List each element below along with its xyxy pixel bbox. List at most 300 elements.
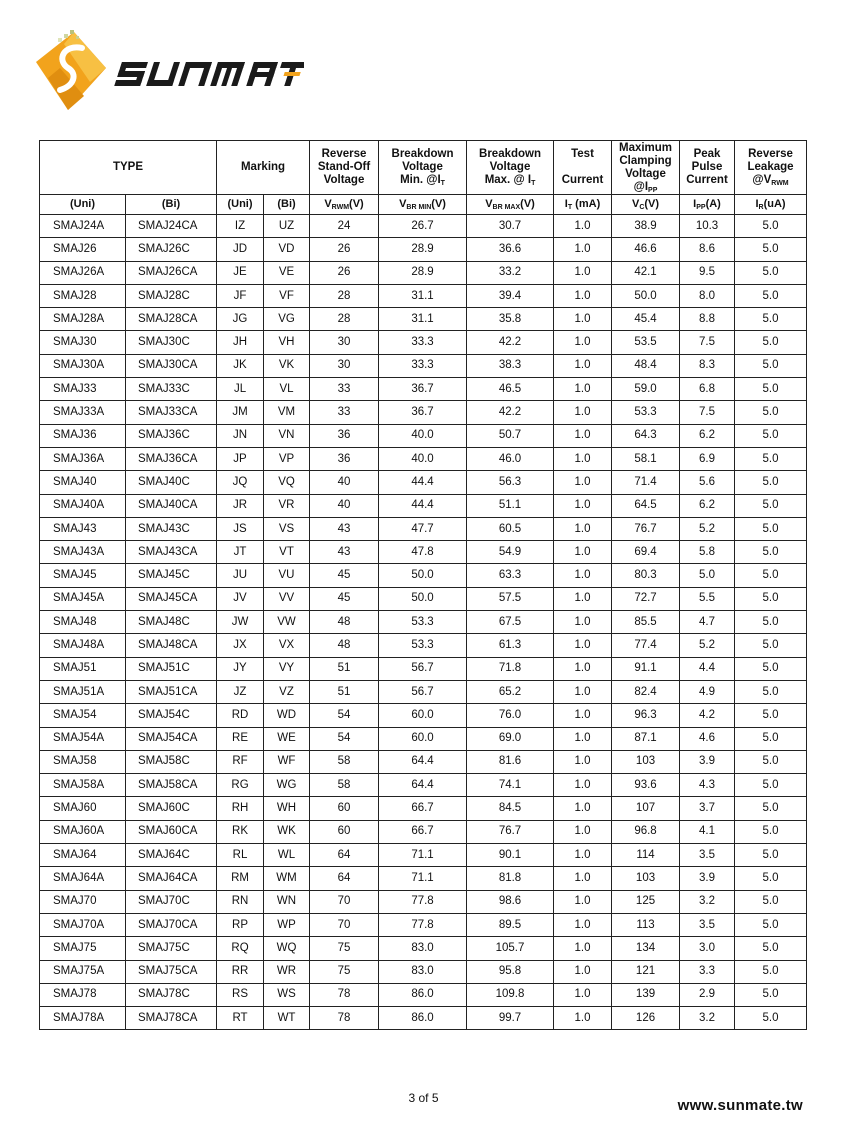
vrwm-cell: 30 bbox=[310, 354, 379, 377]
marking-bi-cell: VU bbox=[264, 564, 310, 587]
ipp-cell: 6.2 bbox=[680, 424, 735, 447]
uni-part-cell: SMAJ24A bbox=[40, 215, 126, 238]
uni-part-cell: SMAJ36 bbox=[40, 424, 126, 447]
table-row bbox=[40, 913, 807, 936]
table-row bbox=[40, 238, 807, 261]
it-cell: 1.0 bbox=[554, 587, 612, 610]
marking-bi-cell: VM bbox=[264, 401, 310, 424]
bi-part-cell: SMAJ54C bbox=[126, 704, 217, 727]
marking-uni-cell: JY bbox=[217, 657, 264, 680]
vbr-max-cell: 95.8 bbox=[467, 960, 554, 983]
table-row bbox=[40, 401, 807, 424]
breakdown-min-header: Breakdown Voltage Min. $@I_T$ bbox=[379, 141, 467, 195]
it-cell: 1.0 bbox=[554, 774, 612, 797]
vbr-max-cell: 99.7 bbox=[467, 1007, 554, 1030]
vc-cell: 96.3 bbox=[612, 704, 680, 727]
vbr-max-cell: 65.2 bbox=[467, 680, 554, 703]
marking-bi-cell: VN bbox=[264, 424, 310, 447]
bi-part-cell: SMAJ58C bbox=[126, 750, 217, 773]
vbr-min-cell: 33.3 bbox=[379, 354, 467, 377]
vrwm-cell: 28 bbox=[310, 308, 379, 331]
marking-header: Marking bbox=[217, 141, 310, 195]
table-row bbox=[40, 937, 807, 960]
ir-cell: 5.0 bbox=[735, 471, 807, 494]
marking-uni-cell: JK bbox=[217, 354, 264, 377]
uni-part-cell: SMAJ36A bbox=[40, 447, 126, 470]
vbr-min-cell: 71.1 bbox=[379, 867, 467, 890]
marking-uni-cell: JP bbox=[217, 447, 264, 470]
ir-cell: 5.0 bbox=[735, 704, 807, 727]
vc-cell: 93.6 bbox=[612, 774, 680, 797]
marking-uni-cell: JM bbox=[217, 401, 264, 424]
ir-cell: 5.0 bbox=[735, 960, 807, 983]
vbr-max-cell: 35.8 bbox=[467, 308, 554, 331]
vbr-min-cell: 66.7 bbox=[379, 820, 467, 843]
table-row bbox=[40, 774, 807, 797]
bi-part-cell: SMAJ60C bbox=[126, 797, 217, 820]
ipp-cell: 3.0 bbox=[680, 937, 735, 960]
ipp-cell: 5.2 bbox=[680, 634, 735, 657]
vbr-max-cell: 39.4 bbox=[467, 284, 554, 307]
table-row bbox=[40, 820, 807, 843]
vrwm-cell: 51 bbox=[310, 657, 379, 680]
it-cell: 1.0 bbox=[554, 354, 612, 377]
vrwm-cell: 54 bbox=[310, 727, 379, 750]
vbr-max-cell: 63.3 bbox=[467, 564, 554, 587]
vc-cell: 96.8 bbox=[612, 820, 680, 843]
vc-cell: 64.3 bbox=[612, 424, 680, 447]
table-row bbox=[40, 424, 807, 447]
bi-part-cell: SMAJ45C bbox=[126, 564, 217, 587]
ipp-cell: 5.2 bbox=[680, 517, 735, 540]
vc-cell: 53.3 bbox=[612, 401, 680, 424]
table-row bbox=[40, 447, 807, 470]
uni-part-cell: SMAJ51A bbox=[40, 680, 126, 703]
vbr-min-cell: 36.7 bbox=[379, 401, 467, 424]
it-cell: 1.0 bbox=[554, 238, 612, 261]
bi-part-cell: SMAJ36CA bbox=[126, 447, 217, 470]
vrwm-cell: 36 bbox=[310, 424, 379, 447]
vbr-max-cell: 57.5 bbox=[467, 587, 554, 610]
it-cell: 1.0 bbox=[554, 890, 612, 913]
it-cell: 1.0 bbox=[554, 284, 612, 307]
marking-uni-cell: RD bbox=[217, 704, 264, 727]
uni-part-cell: SMAJ75 bbox=[40, 937, 126, 960]
bi-part-cell: SMAJ36C bbox=[126, 424, 217, 447]
vc-cell: 107 bbox=[612, 797, 680, 820]
uni-part-cell: SMAJ48 bbox=[40, 611, 126, 634]
vbr-min-cell: 36.7 bbox=[379, 378, 467, 401]
uni-part-cell: SMAJ40 bbox=[40, 471, 126, 494]
marking-bi-cell: VV bbox=[264, 587, 310, 610]
vbr-min-cell: 86.0 bbox=[379, 1007, 467, 1030]
test-current-header: Test Current bbox=[554, 141, 612, 195]
uni-part-cell: SMAJ40A bbox=[40, 494, 126, 517]
vrwm-cell: 40 bbox=[310, 471, 379, 494]
ir-cell: 5.0 bbox=[735, 447, 807, 470]
table-row bbox=[40, 541, 807, 564]
marking-uni-cell: JL bbox=[217, 378, 264, 401]
vbr-max-cell: 61.3 bbox=[467, 634, 554, 657]
ir-cell: 5.0 bbox=[735, 564, 807, 587]
vc-cell: 58.1 bbox=[612, 447, 680, 470]
vbr-max-cell: 33.2 bbox=[467, 261, 554, 284]
it-cell: 1.0 bbox=[554, 727, 612, 750]
bi-part-cell: SMAJ64C bbox=[126, 844, 217, 867]
bi-part-cell: SMAJ58CA bbox=[126, 774, 217, 797]
uni-part-cell: SMAJ26 bbox=[40, 238, 126, 261]
marking-bi-cell: VR bbox=[264, 494, 310, 517]
bi-part-cell: SMAJ48C bbox=[126, 611, 217, 634]
bi-part-cell: SMAJ43CA bbox=[126, 541, 217, 564]
vrwm-cell: 60 bbox=[310, 797, 379, 820]
vbr-max-cell: 36.6 bbox=[467, 238, 554, 261]
marking-uni-cell: JN bbox=[217, 424, 264, 447]
ir-cell: 5.0 bbox=[735, 261, 807, 284]
vbr-max-cell: 98.6 bbox=[467, 890, 554, 913]
table-row bbox=[40, 983, 807, 1006]
vbr-min-cell: 50.0 bbox=[379, 587, 467, 610]
ipp-cell: 5.6 bbox=[680, 471, 735, 494]
it-cell: 1.0 bbox=[554, 867, 612, 890]
ir-cell: 5.0 bbox=[735, 424, 807, 447]
vrwm-subheader: $V_{RWM}(V)$ bbox=[310, 195, 379, 215]
uni-part-cell: SMAJ30A bbox=[40, 354, 126, 377]
vbr-max-cell: 60.5 bbox=[467, 517, 554, 540]
uni-part-cell: SMAJ30 bbox=[40, 331, 126, 354]
vbr-max-cell: 81.8 bbox=[467, 867, 554, 890]
ir-cell: 5.0 bbox=[735, 378, 807, 401]
vrwm-cell: 60 bbox=[310, 820, 379, 843]
vbr-max-cell: 51.1 bbox=[467, 494, 554, 517]
vc-cell: 80.3 bbox=[612, 564, 680, 587]
marking-bi-cell: VP bbox=[264, 447, 310, 470]
vrwm-cell: 75 bbox=[310, 960, 379, 983]
ipp-cell: 4.1 bbox=[680, 820, 735, 843]
vrwm-cell: 43 bbox=[310, 541, 379, 564]
ir-cell: 5.0 bbox=[735, 657, 807, 680]
it-cell: 1.0 bbox=[554, 1007, 612, 1030]
ipp-cell: 8.3 bbox=[680, 354, 735, 377]
vc-subheader: $V_C(V)$ bbox=[612, 195, 680, 215]
vc-cell: 76.7 bbox=[612, 517, 680, 540]
marking-bi-cell: VL bbox=[264, 378, 310, 401]
vrwm-cell: 24 bbox=[310, 215, 379, 238]
website-url: www.sunmate.tw bbox=[677, 1097, 803, 1114]
it-cell: 1.0 bbox=[554, 215, 612, 238]
marking-uni-cell: RN bbox=[217, 890, 264, 913]
ir-cell: 5.0 bbox=[735, 215, 807, 238]
it-cell: 1.0 bbox=[554, 494, 612, 517]
vrwm-cell: 51 bbox=[310, 680, 379, 703]
table-row bbox=[40, 727, 807, 750]
bi-part-cell: SMAJ33CA bbox=[126, 401, 217, 424]
vc-cell: 113 bbox=[612, 913, 680, 936]
bi-part-cell: SMAJ51CA bbox=[126, 680, 217, 703]
vbr-max-cell: 54.9 bbox=[467, 541, 554, 564]
marking-bi-cell: UZ bbox=[264, 215, 310, 238]
ir-cell: 5.0 bbox=[735, 797, 807, 820]
vbr-min-cell: 77.8 bbox=[379, 913, 467, 936]
ir-cell: 5.0 bbox=[735, 1007, 807, 1030]
uni-part-cell: SMAJ51 bbox=[40, 657, 126, 680]
vbr-min-cell: 47.7 bbox=[379, 517, 467, 540]
vc-cell: 134 bbox=[612, 937, 680, 960]
bi-part-cell: SMAJ70CA bbox=[126, 913, 217, 936]
marking-bi-cell: WE bbox=[264, 727, 310, 750]
ir-cell: 5.0 bbox=[735, 354, 807, 377]
vrwm-cell: 54 bbox=[310, 704, 379, 727]
uni-part-cell: SMAJ54 bbox=[40, 704, 126, 727]
uni-subheader: (Uni) bbox=[40, 195, 126, 215]
vc-cell: 82.4 bbox=[612, 680, 680, 703]
vbr-max-cell: 38.3 bbox=[467, 354, 554, 377]
uni-part-cell: SMAJ45 bbox=[40, 564, 126, 587]
vrwm-cell: 43 bbox=[310, 517, 379, 540]
uni-part-cell: SMAJ60 bbox=[40, 797, 126, 820]
marking-bi-subheader: (Bi) bbox=[264, 195, 310, 215]
marking-bi-cell: WS bbox=[264, 983, 310, 1006]
vrwm-cell: 26 bbox=[310, 238, 379, 261]
marking-bi-cell: VX bbox=[264, 634, 310, 657]
marking-bi-cell: WF bbox=[264, 750, 310, 773]
it-cell: 1.0 bbox=[554, 471, 612, 494]
marking-uni-cell: RP bbox=[217, 913, 264, 936]
bi-part-cell: SMAJ40CA bbox=[126, 494, 217, 517]
vbr-max-cell: 50.7 bbox=[467, 424, 554, 447]
marking-uni-cell: JZ bbox=[217, 680, 264, 703]
table-row bbox=[40, 284, 807, 307]
marking-uni-cell: JS bbox=[217, 517, 264, 540]
vc-cell: 103 bbox=[612, 750, 680, 773]
marking-uni-cell: RF bbox=[217, 750, 264, 773]
ipp-cell: 4.4 bbox=[680, 657, 735, 680]
ir-cell: 5.0 bbox=[735, 284, 807, 307]
ir-cell: 5.0 bbox=[735, 844, 807, 867]
vrwm-cell: 78 bbox=[310, 1007, 379, 1030]
vbr-min-cell: 50.0 bbox=[379, 564, 467, 587]
vc-cell: 139 bbox=[612, 983, 680, 1006]
bi-part-cell: SMAJ75C bbox=[126, 937, 217, 960]
vbr-max-cell: 76.7 bbox=[467, 820, 554, 843]
ipp-cell: 2.9 bbox=[680, 983, 735, 1006]
vbr-max-subheader: $V_{BR MAX}(V)$ bbox=[467, 195, 554, 215]
uni-part-cell: SMAJ45A bbox=[40, 587, 126, 610]
it-cell: 1.0 bbox=[554, 401, 612, 424]
ipp-cell: 8.0 bbox=[680, 284, 735, 307]
vbr-max-cell: 56.3 bbox=[467, 471, 554, 494]
marking-bi-cell: WH bbox=[264, 797, 310, 820]
marking-bi-cell: WP bbox=[264, 913, 310, 936]
vrwm-cell: 48 bbox=[310, 611, 379, 634]
uni-part-cell: SMAJ58A bbox=[40, 774, 126, 797]
marking-uni-cell: RQ bbox=[217, 937, 264, 960]
ir-cell: 5.0 bbox=[735, 820, 807, 843]
ir-cell: 5.0 bbox=[735, 634, 807, 657]
reverse-standoff-header: Reverse Stand-Off Voltage bbox=[310, 141, 379, 195]
bi-part-cell: SMAJ60CA bbox=[126, 820, 217, 843]
bi-part-cell: SMAJ54CA bbox=[126, 727, 217, 750]
vc-cell: 121 bbox=[612, 960, 680, 983]
page-number: 3 of 5 bbox=[408, 1091, 439, 1105]
marking-bi-cell: VS bbox=[264, 517, 310, 540]
table-row bbox=[40, 564, 807, 587]
vrwm-cell: 40 bbox=[310, 494, 379, 517]
uni-part-cell: SMAJ70A bbox=[40, 913, 126, 936]
it-cell: 1.0 bbox=[554, 424, 612, 447]
bi-part-cell: SMAJ28C bbox=[126, 284, 217, 307]
it-cell: 1.0 bbox=[554, 680, 612, 703]
marking-uni-cell: JH bbox=[217, 331, 264, 354]
ipp-cell: 3.9 bbox=[680, 867, 735, 890]
ipp-cell: 4.9 bbox=[680, 680, 735, 703]
it-cell: 1.0 bbox=[554, 820, 612, 843]
ir-cell: 5.0 bbox=[735, 587, 807, 610]
ir-cell: 5.0 bbox=[735, 238, 807, 261]
uni-part-cell: SMAJ43A bbox=[40, 541, 126, 564]
uni-part-cell: SMAJ70 bbox=[40, 890, 126, 913]
marking-uni-cell: JT bbox=[217, 541, 264, 564]
vbr-max-cell: 46.0 bbox=[467, 447, 554, 470]
vc-cell: 125 bbox=[612, 890, 680, 913]
ir-cell: 5.0 bbox=[735, 983, 807, 1006]
bi-subheader: (Bi) bbox=[126, 195, 217, 215]
ir-cell: 5.0 bbox=[735, 774, 807, 797]
vbr-min-cell: 56.7 bbox=[379, 657, 467, 680]
vbr-max-cell: 71.8 bbox=[467, 657, 554, 680]
vbr-min-cell: 83.0 bbox=[379, 937, 467, 960]
ir-cell: 5.0 bbox=[735, 867, 807, 890]
ipp-cell: 6.9 bbox=[680, 447, 735, 470]
vc-cell: 53.5 bbox=[612, 331, 680, 354]
vc-cell: 114 bbox=[612, 844, 680, 867]
subheader-row bbox=[40, 195, 807, 215]
table-row bbox=[40, 587, 807, 610]
bi-part-cell: SMAJ28CA bbox=[126, 308, 217, 331]
ir-cell: 5.0 bbox=[735, 727, 807, 750]
vbr-max-cell: 42.2 bbox=[467, 331, 554, 354]
bi-part-cell: SMAJ33C bbox=[126, 378, 217, 401]
spec-table-body bbox=[40, 215, 807, 1030]
vrwm-cell: 28 bbox=[310, 284, 379, 307]
ipp-cell: 3.2 bbox=[680, 890, 735, 913]
sunmate-logo bbox=[34, 30, 304, 120]
vc-cell: 45.4 bbox=[612, 308, 680, 331]
bi-part-cell: SMAJ64CA bbox=[126, 867, 217, 890]
marking-uni-cell: JE bbox=[217, 261, 264, 284]
marking-uni-cell: RL bbox=[217, 844, 264, 867]
it-cell: 1.0 bbox=[554, 844, 612, 867]
vbr-min-cell: 40.0 bbox=[379, 424, 467, 447]
reverse-leakage-header: Reverse Leakage $@V_{RWM}$ bbox=[735, 141, 807, 195]
uni-part-cell: SMAJ28 bbox=[40, 284, 126, 307]
marking-bi-cell: WL bbox=[264, 844, 310, 867]
ipp-cell: 7.5 bbox=[680, 331, 735, 354]
ipp-cell: 4.7 bbox=[680, 611, 735, 634]
vc-cell: 64.5 bbox=[612, 494, 680, 517]
it-cell: 1.0 bbox=[554, 378, 612, 401]
ipp-cell: 6.8 bbox=[680, 378, 735, 401]
table-row bbox=[40, 261, 807, 284]
vbr-min-cell: 60.0 bbox=[379, 727, 467, 750]
ir-cell: 5.0 bbox=[735, 331, 807, 354]
it-cell: 1.0 bbox=[554, 261, 612, 284]
vbr-max-cell: 67.5 bbox=[467, 611, 554, 634]
it-cell: 1.0 bbox=[554, 960, 612, 983]
vc-cell: 42.1 bbox=[612, 261, 680, 284]
marking-uni-cell: RT bbox=[217, 1007, 264, 1030]
vbr-min-cell: 56.7 bbox=[379, 680, 467, 703]
marking-uni-cell: JF bbox=[217, 284, 264, 307]
marking-uni-cell: RS bbox=[217, 983, 264, 1006]
vc-cell: 71.4 bbox=[612, 471, 680, 494]
vc-cell: 77.4 bbox=[612, 634, 680, 657]
ipp-cell: 5.5 bbox=[680, 587, 735, 610]
marking-bi-cell: WG bbox=[264, 774, 310, 797]
it-cell: 1.0 bbox=[554, 704, 612, 727]
marking-bi-cell: VY bbox=[264, 657, 310, 680]
bi-part-cell: SMAJ45CA bbox=[126, 587, 217, 610]
marking-uni-cell: RR bbox=[217, 960, 264, 983]
marking-bi-cell: VZ bbox=[264, 680, 310, 703]
it-cell: 1.0 bbox=[554, 447, 612, 470]
bi-part-cell: SMAJ51C bbox=[126, 657, 217, 680]
marking-bi-cell: VH bbox=[264, 331, 310, 354]
marking-bi-cell: WD bbox=[264, 704, 310, 727]
table-row bbox=[40, 215, 807, 238]
uni-part-cell: SMAJ33A bbox=[40, 401, 126, 424]
marking-uni-cell: JX bbox=[217, 634, 264, 657]
header-row bbox=[40, 141, 807, 195]
vbr-max-cell: 76.0 bbox=[467, 704, 554, 727]
vbr-max-cell: 42.2 bbox=[467, 401, 554, 424]
it-cell: 1.0 bbox=[554, 983, 612, 1006]
bi-part-cell: SMAJ30CA bbox=[126, 354, 217, 377]
marking-bi-cell: WR bbox=[264, 960, 310, 983]
uni-part-cell: SMAJ58 bbox=[40, 750, 126, 773]
spec-table bbox=[39, 140, 807, 1030]
table-row bbox=[40, 1007, 807, 1030]
ipp-cell: 10.3 bbox=[680, 215, 735, 238]
vc-cell: 87.1 bbox=[612, 727, 680, 750]
vc-cell: 38.9 bbox=[612, 215, 680, 238]
marking-bi-cell: VE bbox=[264, 261, 310, 284]
it-cell: 1.0 bbox=[554, 634, 612, 657]
marking-uni-cell: RE bbox=[217, 727, 264, 750]
vbr-min-cell: 53.3 bbox=[379, 611, 467, 634]
ir-cell: 5.0 bbox=[735, 913, 807, 936]
uni-part-cell: SMAJ78 bbox=[40, 983, 126, 1006]
vrwm-cell: 33 bbox=[310, 401, 379, 424]
vbr-max-cell: 81.6 bbox=[467, 750, 554, 773]
vbr-max-cell: 90.1 bbox=[467, 844, 554, 867]
ipp-cell: 6.2 bbox=[680, 494, 735, 517]
sunmate-s-emblem-icon bbox=[34, 30, 304, 120]
vrwm-cell: 45 bbox=[310, 564, 379, 587]
marking-bi-cell: VW bbox=[264, 611, 310, 634]
vc-cell: 91.1 bbox=[612, 657, 680, 680]
marking-uni-cell: JR bbox=[217, 494, 264, 517]
ipp-cell: 8.8 bbox=[680, 308, 735, 331]
marking-uni-cell: IZ bbox=[217, 215, 264, 238]
marking-bi-cell: WT bbox=[264, 1007, 310, 1030]
bi-part-cell: SMAJ43C bbox=[126, 517, 217, 540]
vbr-min-cell: 28.9 bbox=[379, 261, 467, 284]
marking-bi-cell: VQ bbox=[264, 471, 310, 494]
uni-part-cell: SMAJ60A bbox=[40, 820, 126, 843]
vbr-max-cell: 46.5 bbox=[467, 378, 554, 401]
marking-uni-cell: JU bbox=[217, 564, 264, 587]
